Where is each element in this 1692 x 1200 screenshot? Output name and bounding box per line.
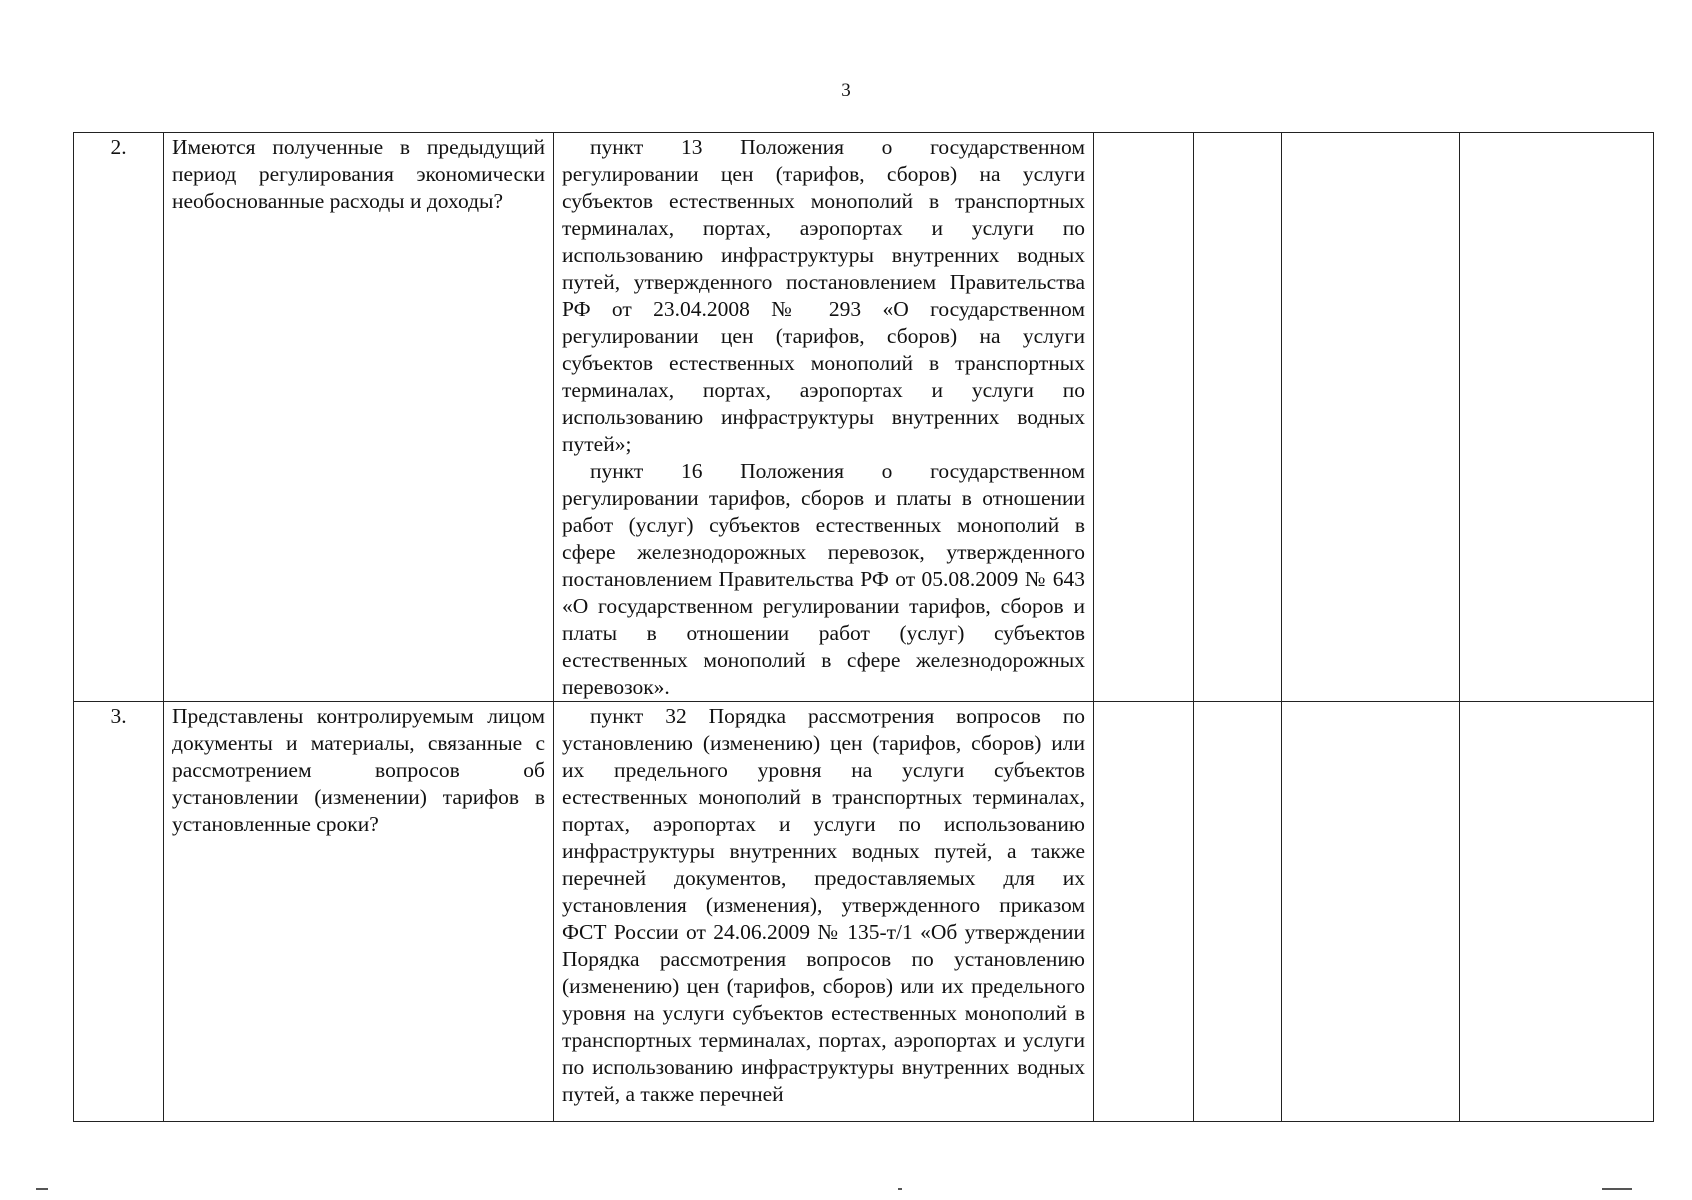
page-number: 3 bbox=[841, 80, 851, 101]
legal-basis-cell bbox=[554, 702, 1094, 1122]
empty-cell bbox=[1460, 702, 1654, 1122]
empty-cell bbox=[1094, 133, 1194, 702]
legal-basis-paragraph: пункт 13 Положения о государственном регулировании цен (тарифов, сборов) на услуги субъектов естественных монополий в транспортных терминалах, портах, аэропортах и услуги по использованию инфраструктуры внутренних водных путей, утвержденного постановлением Правительства РФ от 23.04.2008 № 293 «О государственном регулировании цен (тарифов, сборов) на услуги субъектов естественных монополий в транспортных терминалах, портах, аэропортах и услуги по использованию инфраструктуры внутренних водных путей»; bbox=[562, 135, 1085, 456]
scan-artifact bbox=[36, 1188, 48, 1190]
empty-cell bbox=[1282, 133, 1460, 702]
table-row bbox=[74, 133, 1654, 702]
checklist-table bbox=[73, 132, 1654, 1122]
row-number: 2. bbox=[74, 133, 164, 702]
row-number: 3. bbox=[74, 702, 164, 1122]
question-text: Представлены контролируемым лицом документы и материалы, связанные с рассмотрением вопросов об установлении (изменении) тарифов в установленные сроки? bbox=[164, 702, 554, 1122]
scan-artifact bbox=[898, 1188, 902, 1190]
empty-cell bbox=[1460, 133, 1654, 702]
scan-artifact bbox=[1602, 1188, 1632, 1190]
table-row bbox=[74, 702, 1654, 1122]
legal-basis-paragraph: пункт 16 Положения о государственном регулировании тарифов, сборов и платы в отношении работ (услуг) субъектов естественных монополий в сфере железнодорожных перевозок, утвержденного постановлением Правительства РФ от 05.08.2009 № 643 «О государственном регулировании тарифов, сборов и платы в отношении работ (услуг) субъектов естественных монополий в сфере железнодорожных перевозок». bbox=[562, 459, 1085, 699]
legal-basis-cell bbox=[554, 133, 1094, 702]
empty-cell bbox=[1194, 702, 1282, 1122]
empty-cell bbox=[1282, 702, 1460, 1122]
question-text: Имеются полученные в предыдущий период регулирования экономически необоснованные расходы и доходы? bbox=[164, 133, 554, 702]
empty-cell bbox=[1194, 133, 1282, 702]
empty-cell bbox=[1094, 702, 1194, 1122]
legal-basis-paragraph: пункт 32 Порядка рассмотрения вопросов по установлению (изменению) цен (тарифов, сборов) или их предельного уровня на услуги субъектов естественных монополий в транспортных терминалах, портах, аэропортах и услуги по использованию инфраструктуры внутренних водных путей, а также перечней документов, предоставляемых для их установления (изменения), утвержденного приказом ФСТ России от 24.06.2009 № 135-т/1 «Об утверждении Порядка рассмотрения вопросов по установлению (изменению) цен (тарифов, сборов) или их предельного уровня на услуги субъектов естественных монополий в транспортных терминалах, портах, аэропортах и услуги по использованию инфраструктуры внутренних водных путей, а также перечней bbox=[562, 704, 1085, 1106]
